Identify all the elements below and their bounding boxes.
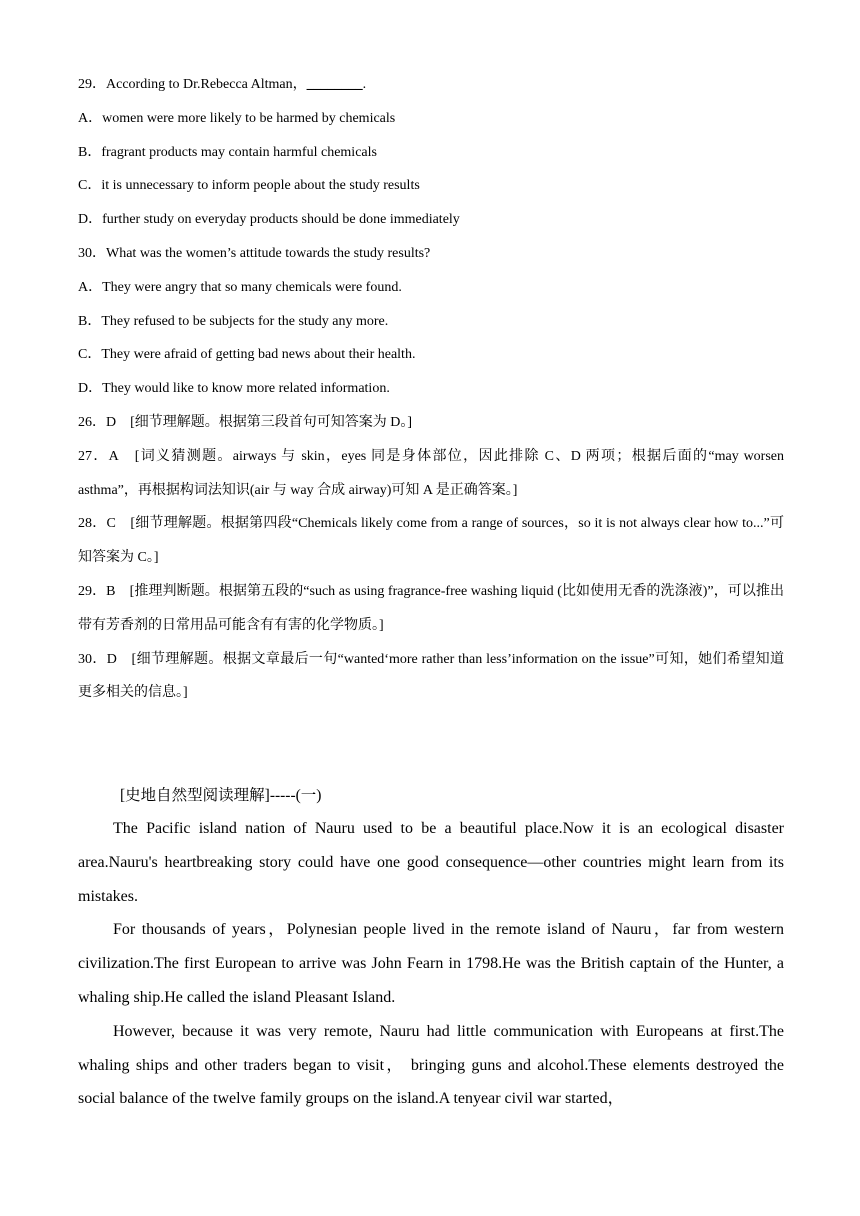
reading-passage [78, 812, 784, 1116]
passage-paragraph: However, because it was very remote, Nauru had little communication with Europeans at first.The whaling ships and other traders began to visit， bringing guns and alcohol.These elements destroyed the social balance of the twelve family groups on the island.A tenyear civil war started， [78, 1022, 784, 1108]
question-stem: 29．According to Dr.Rebecca Altman，________. [78, 77, 367, 92]
answer-explanation: 28．C [细节理解题。根据第四段“Chemicals likely come from a range of sources，so it is not always clear how to...”可知答案为 C。] [78, 516, 784, 566]
option-item: B．They refused to be subjects for the study any more. [78, 313, 389, 329]
option-item: D．further study on everyday products should be done immediately [78, 212, 460, 228]
passage-paragraph: The Pacific island nation of Nauru used to be a beautiful place.Now it is an ecological disaster area.Nauru's heartbreaking story could have one good consequence—other countries might learn from its mistakes. [78, 820, 784, 905]
option-item: C．They were afraid of getting bad news about their health. [78, 347, 416, 363]
option-item: D．They would like to know more related information. [78, 381, 390, 397]
section-title: [史地自然型阅读理解]-----(一) [120, 787, 322, 804]
answer-explanation: 26．D [细节理解题。根据第三段首句可知答案为 D。] [78, 415, 413, 430]
answer-explanation: 29．B [推理判断题。根据第五段的“such as using fragrance-free washing liquid (比如使用无香的洗涤液)”，可以推出带有芳香剂的日常用品可能含有有害的化学物质。] [78, 583, 784, 633]
answer-blank: ________ [306, 77, 363, 92]
question-stem: 30．What was the women’s attitude towards the study results? [78, 245, 431, 261]
question-block [78, 68, 784, 406]
answer-explanation: 27．A [词义猜测题。airways 与 skin，eyes 同是身体部位，因此排除 C、D 两项；根据后面的“may worsen asthma”，再根据构词法知识(air 与 way 合成 airway)可知 A 是正确答案。] [78, 448, 784, 498]
answer-explanation: 30．D [细节理解题。根据文章最后一句“wanted‘more rather than less’information on the issue”可知，她们希望知道更多相关的信息。] [78, 651, 784, 701]
answer-key [78, 406, 784, 710]
passage-paragraph: For thousands of years，Polynesian people lived in the remote island of Nauru，far from western civilization.The first European to arrive was John Fearn in 1798.He was the British captain of the Hunter, a whaling ship.He called the island Pleasant Island. [78, 921, 784, 1006]
option-item: A．women were more likely to be harmed by chemicals [78, 110, 396, 126]
option-item: A．They were angry that so many chemicals were found. [78, 279, 402, 295]
option-item: C．it is unnecessary to inform people about the study results [78, 178, 420, 194]
option-item: B．fragrant products may contain harmful chemicals [78, 144, 377, 160]
